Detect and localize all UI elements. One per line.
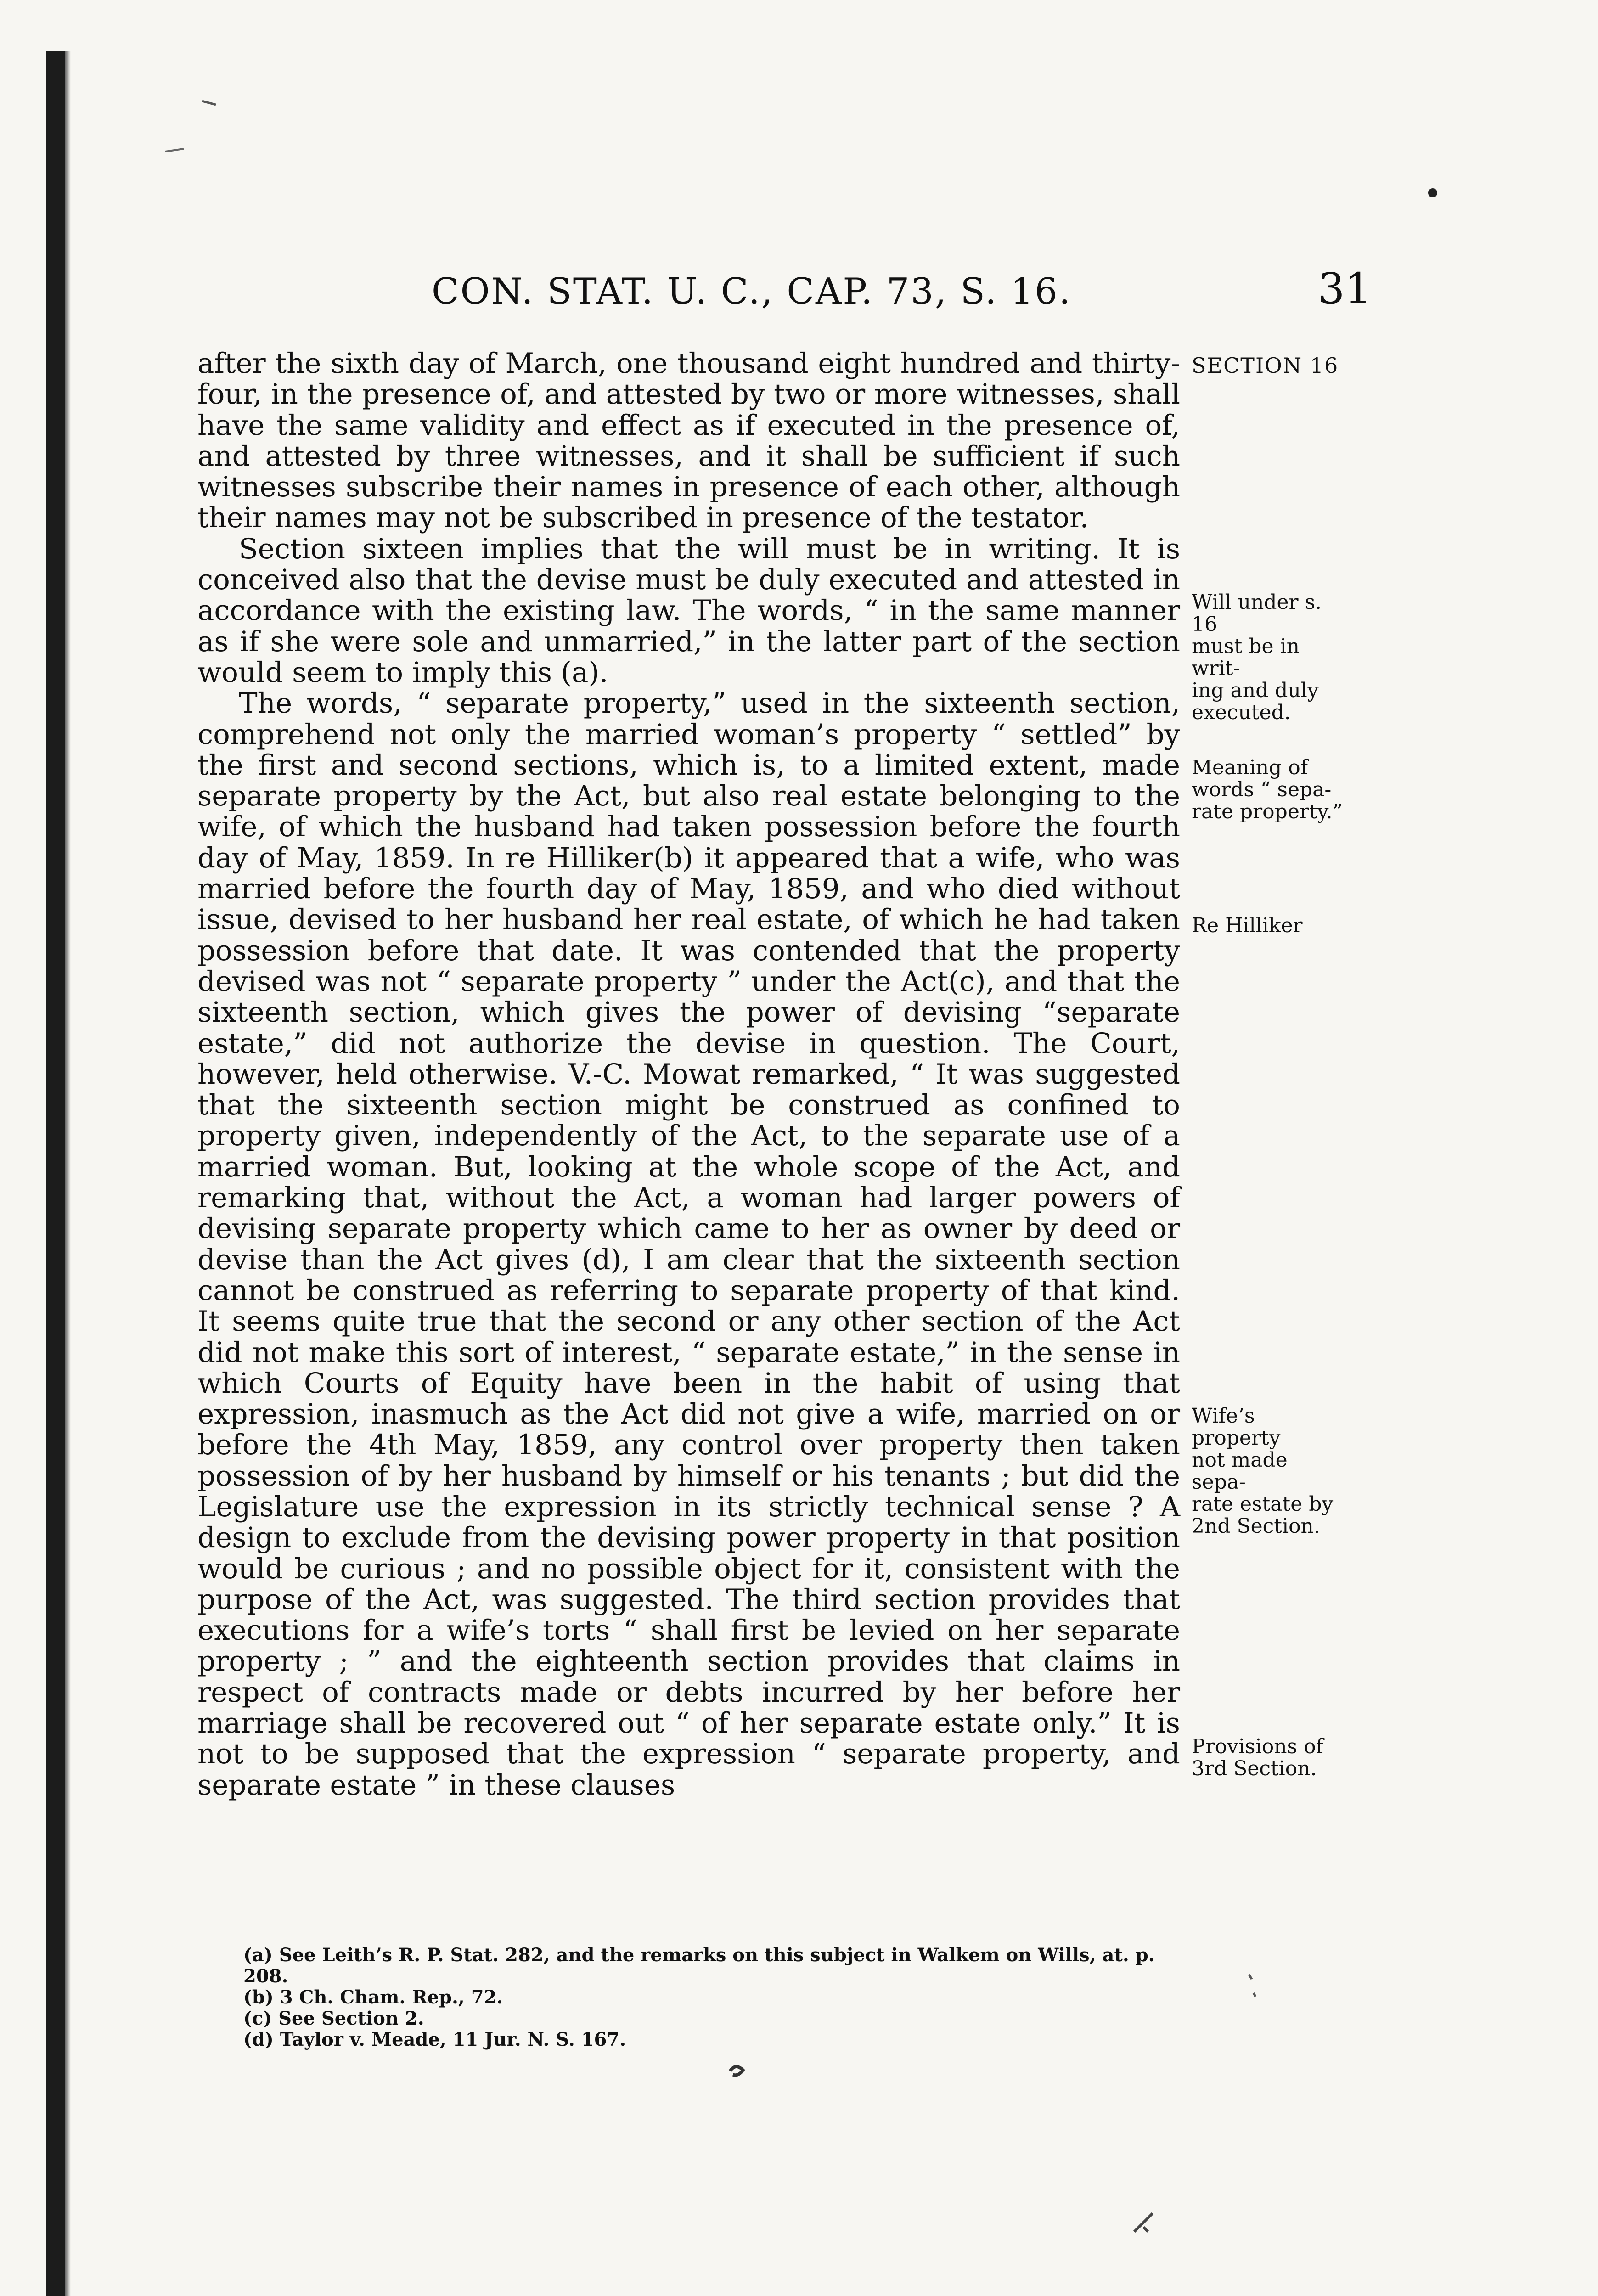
- paragraph-separate-property: The words, “ separate property,” used in the sixteenth section, comprehend not only the married woman’s property “ settled” by the first and second sections, which is, to a limited extent, made separate property by the Act, but also real estate belonging to the wife, of which the husband had taken possession before the fourth day of May, 1859. In re Hilliker(b) it appeared that a wife, who was married before the fourth day of May, 1859, and who died without issue, devised to her husband her real estate, of which he had taken possession before that date. It was contended that the property devised was not “ separate property ” under the Act(c), and that the sixteenth section, which gives the power of devising “separate estate,” did not authorize the devise in question. The Court, however, held otherwise. V.-C. Mowat remarked, “ It was suggested that the sixteenth section might be construed as confined to property given, independently of the Act, to the separate use of a married woman. But, looking at the whole scope of the Act, and remarking that, without the Act, a woman had larger powers of devising separate property which came to her as owner by deed or devise than the Act gives (d), I am clear that the sixteenth section cannot be construed as referring to separate property of that kind. It seems quite true that the second or any other section of the Act did not make this sort of interest, “ separate estate,” in the sense in which Courts of Equity have been in the habit of using that expression, inasmuch as the Act did not give a wife, married on or before the 4th May, 1859, any control over property then taken possession of by her husband by himself or his tenants ; but did the Legislature use the expression in its strictly technical sense ? A design to exclude from the devising power property in that position would be curious ; and no possible object for it, consistent with the purpose of the Act, was suggested. The third section provides that executions for a wife’s torts “ shall first be levied on her separate property ; ” and the eighteenth section provides that claims in respect of contracts made or debts incurred by her before her marriage shall be recovered out “ of her separate estate only.” It is not to be supposed that the expression “ separate property, and separate estate ” in these clauses: [197, 687, 1180, 1801]
- margin-note-will-in-writing: Will under s. 16 must be in writ- ing and duly executed.: [1192, 591, 1322, 724]
- margin-note-re-hilliker: Re Hilliker: [1192, 914, 1303, 937]
- paragraph-statute-text: after the sixth day of March, one thousand eight hundred and thirty-four, in the presence of, and attested by two or more witnesses, shall have the same validity and effect as if executed in the presence of, and attested by three witnesses, and it shall be sufficient if such witnesses subscribe their names in presence of each other, although their names may not be subscribed in presence of the testator.: [197, 347, 1180, 535]
- running-head: CON. STAT. U. C., CAP. 73, S. 16.: [432, 271, 1072, 312]
- paragraph-will-in-writing: Section sixteen implies that the will must be in writing. It is conceived also that the devise must be duly executed and attested in accordance with the existing law. The words, “ in the same manner as if she were sole and unmarried,” in the latter part of the section would seem to imply this (a).: [197, 532, 1180, 689]
- margin-note-provisions-3rd-section: Provisions of 3rd Section.: [1192, 1735, 1323, 1780]
- speck-top-left: [202, 101, 216, 105]
- speck-footnote-mark: [730, 2066, 743, 2075]
- speck-bottom-right: [1134, 2213, 1153, 2232]
- speck-left: [165, 149, 184, 152]
- speck-right-margin: [1249, 1975, 1255, 1997]
- page-number: 31: [1318, 264, 1372, 313]
- speck-top-right: [1428, 188, 1437, 197]
- margin-note-wifes-property: Wife’s property not made sepa- rate estate by 2nd Section.: [1192, 1404, 1334, 1538]
- footnote-a: (a) See Leith’s R. P. Stat. 282, and the remarks on this subject in Walkem on Wills, at. p. 208.: [243, 1944, 1155, 1987]
- footnote-c: (c) See Section 2.: [243, 2008, 424, 2029]
- margin-note-meaning-of-words: Meaning of words “ sepa- rate property.”: [1192, 756, 1343, 823]
- footnote-b: (b) 3 Ch. Cham. Rep., 72.: [243, 1986, 503, 2008]
- footnote-d: (d) Taylor v. Meade, 11 Jur. N. S. 167.: [243, 2029, 626, 2050]
- margin-note-section-16: SECTION 16: [1192, 353, 1339, 378]
